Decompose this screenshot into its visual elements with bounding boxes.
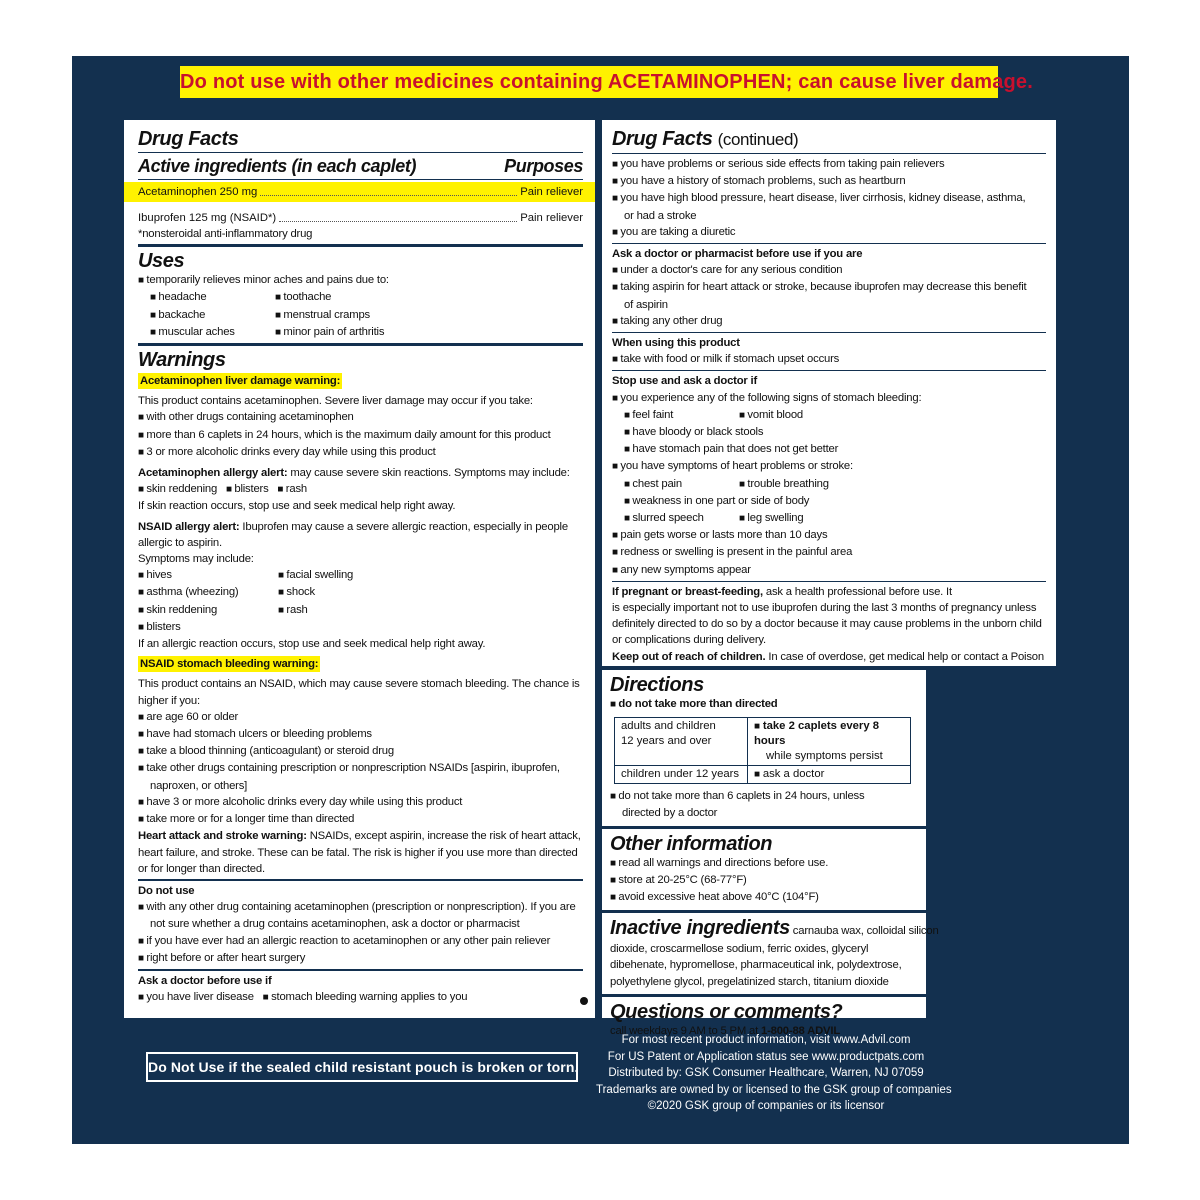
list-item: ■ skin reddening	[138, 602, 278, 619]
continued-label: (continued)	[717, 130, 799, 149]
list-item: ■ leg swelling	[739, 510, 803, 527]
divider	[612, 370, 1046, 371]
keep-out-text: In case of overdose, get medical help or contact a Poison	[765, 650, 1044, 663]
stop-use-heading: Stop use and ask a doctor if	[612, 375, 758, 388]
list-item: ■ chest pain	[624, 476, 739, 493]
list-item: ■ take more or for a longer time than directed	[138, 811, 583, 828]
list-item: ■ you have a history of stomach problems, such as heartburn	[612, 173, 1046, 190]
when-using-heading: When using this product	[612, 337, 740, 350]
heart-warning-label: Heart attack and stroke warning:	[138, 830, 307, 843]
bleeding-signs	[612, 407, 1046, 424]
pouch-warning: Do Not Use if the sealed child resistant pouch is broken or torn.	[146, 1052, 578, 1082]
active-ingredients-heading: Active ingredients (in each caplet)	[138, 156, 417, 176]
list-item: ■ store at 20-25°C (68-77°F)	[610, 872, 918, 889]
heart-warning-text-3: or for longer than directed.	[138, 862, 265, 875]
inactive-ingredients-text: carnauba wax, colloidal silicon	[789, 925, 939, 938]
uses-list	[138, 289, 583, 341]
list-item: ■ you have high blood pressure, heart disease, liver cirrhosis, kidney disease, asthma,	[612, 190, 1046, 207]
list-item: ■ hives	[138, 567, 278, 584]
questions-text: call weekdays 9 AM to 5 PM at	[610, 1024, 761, 1037]
drug-facts-title: Drug Facts	[612, 128, 713, 150]
table-cell: ■ take 2 caplets every 8 hours while symptoms persist	[748, 718, 911, 766]
symptoms-intro: Symptoms may include:	[138, 553, 254, 566]
list-item-cont: not sure whether a drug contains acetaminophen, ask a doctor or pharmacist	[150, 918, 520, 931]
divider	[138, 969, 583, 971]
ask-doctor-items	[138, 989, 583, 1006]
liver-warning-heading: Acetaminophen liver damage warning:	[138, 373, 342, 389]
pregnancy-text-4: or complications during delivery.	[612, 634, 766, 647]
nsaid-allergy-label: NSAID allergy alert:	[138, 520, 240, 533]
stomach-warning-heading: NSAID stomach bleeding warning:	[138, 656, 320, 672]
inactive-ingredients-heading: Inactive ingredients	[610, 917, 790, 940]
divider	[612, 153, 1046, 154]
list-item: ■ minor pain of arthritis	[275, 324, 384, 341]
list-item: ■ asthma (wheezing)	[138, 584, 278, 601]
list-item: ■ pain gets worse or lasts more than 10 days	[612, 527, 1046, 544]
ingredient-purpose: Pain reliever	[520, 212, 583, 224]
list-item: ■ take other drugs containing prescription or nonprescription NSAIDs [aspirin, ibuprofen,	[138, 760, 583, 777]
questions-heading: Questions or comments?	[610, 1000, 843, 1023]
do-not-use-heading: Do not use	[138, 884, 195, 897]
keep-out-label: Keep out of reach of children.	[612, 650, 766, 663]
list-item: ■ have stomach pain that does not get better	[612, 441, 1046, 458]
footer-line: ©2020 GSK group of companies or its licensor	[647, 1100, 885, 1112]
stomach-intro-cont: higher if you:	[138, 694, 200, 707]
list-item: ■ shock	[278, 584, 353, 601]
list-item: ■ any new symptoms appear	[612, 562, 1046, 579]
list-item: ■ you have liver disease	[138, 991, 254, 1003]
list-item: ■ under a doctor's care for any serious condition	[612, 262, 1046, 279]
heart-warning-text-2: heart failure, and stroke. These can be fatal. The risk is higher if you use more than directed	[138, 846, 578, 859]
list-item: ■ you have problems or serious side effects from taking pain relievers	[612, 156, 1046, 173]
allergy-items	[138, 481, 583, 498]
heart-signs	[612, 476, 1046, 493]
list-item: ■ you have symptoms of heart problems or stroke:	[612, 458, 1046, 475]
list-item: ■ you experience any of the following signs of stomach bleeding:	[612, 390, 1046, 407]
list-item-cont: of aspirin	[624, 298, 668, 311]
warnings-heading: Warnings	[138, 349, 226, 372]
pregnancy-text-2: is especially important not to use ibuprofen during the last 3 months of pregnancy unless	[612, 602, 1037, 615]
ingredient-row-acetaminophen	[124, 182, 595, 202]
list-item: ■ are age 60 or older	[138, 709, 583, 726]
divider	[138, 879, 583, 881]
heart-warning-text: NSAIDs, except aspirin, increase the risk of heart attack,	[306, 830, 581, 843]
purposes-heading: Purposes	[504, 156, 583, 176]
list-item: ■ slurred speech	[624, 510, 739, 527]
list-item: ■ skin reddening	[138, 483, 217, 495]
divider	[138, 152, 583, 153]
footer-line: Distributed by: GSK Consumer Healthcare, Warren, NJ 07059	[608, 1067, 924, 1079]
divider	[612, 581, 1046, 582]
footer-line: For US Patent or Application status see www.productpats.com	[607, 1050, 925, 1063]
drug-facts-panel-left	[122, 118, 597, 1020]
nsaid-footnote: *nonsteroidal anti-inflammatory drug	[138, 228, 313, 240]
footer-line: Trademarks are owned by or licensed to the GSK group of companies	[596, 1083, 952, 1096]
directions-item: ■ do not take more than directed	[610, 696, 918, 713]
table-row	[615, 718, 911, 766]
questions-phone: 1-800-88 ADVIL	[760, 1024, 841, 1037]
ingredient-row-ibuprofen	[138, 210, 583, 226]
list-item: ■ 3 or more alcoholic drinks every day while using this product	[138, 444, 583, 461]
list-item: ■ vomit blood	[739, 407, 803, 424]
list-item: ■ if you have ever had an allergic reaction to acetaminophen or any other pain reliever	[138, 933, 583, 950]
list-item: ■ trouble breathing	[739, 476, 829, 493]
directions-heading: Directions	[610, 674, 704, 696]
divider	[612, 243, 1046, 244]
dosage-table	[614, 717, 911, 784]
drug-facts-title: Drug Facts	[138, 128, 239, 150]
divider	[138, 343, 583, 346]
pregnancy-text: ask a health professional before use. It	[762, 585, 952, 598]
list-item: ■ rash	[277, 483, 307, 495]
drug-facts-panel-right	[600, 118, 1058, 668]
other-information-heading: Other information	[610, 832, 773, 855]
list-item: ■ toothache	[275, 289, 384, 306]
liver-warning-banner: Do not use with other medicines containing ACETAMINOPHEN; can cause liver damage.	[180, 66, 998, 98]
ingredient-purpose: Pain reliever	[520, 186, 583, 198]
pregnancy-label: If pregnant or breast-feeding,	[612, 585, 763, 598]
nsaid-allergy-text-cont: allergic to aspirin.	[138, 536, 222, 549]
inactive-ingredients-line: dioxide, croscarmellose sodium, ferric oxides, glyceryl	[610, 943, 869, 956]
list-item: ■ have had stomach ulcers or bleeding problems	[138, 726, 583, 743]
allergy-alert-text: may cause severe skin reactions. Symptoms may include:	[287, 467, 570, 480]
list-item: ■ muscular aches	[150, 324, 275, 341]
ingredient-name: Acetaminophen 250 mg	[138, 186, 258, 198]
list-item: ■ with any other drug containing acetaminophen (prescription or nonprescription). If you are	[138, 899, 583, 916]
nsaid-allergy-text: Ibuprofen may cause a severe allergic reaction, especially in people	[239, 520, 568, 533]
list-item: ■ blisters	[138, 619, 278, 636]
other-information-section	[602, 826, 926, 907]
symptoms-after: If an allergic reaction occurs, stop use and seek medical help right away.	[138, 638, 486, 651]
allergy-alert-label: Acetaminophen allergy alert:	[138, 467, 288, 480]
inactive-ingredients-line: polyethylene glycol, pregelatinized starch, titanium dioxide	[610, 975, 889, 988]
list-item: ■ right before or after heart surgery	[138, 950, 583, 967]
list-item: ■ blisters	[226, 483, 269, 495]
pregnancy-text-3: definitely directed to do so by a doctor because it may cause problems in the unborn child	[612, 618, 1042, 631]
divider	[138, 179, 583, 180]
list-item: ■ avoid excessive heat above 40°C (104°F)	[610, 889, 918, 906]
list-item: ■ menstrual cramps	[275, 307, 384, 324]
ingredient-name: Ibuprofen 125 mg (NSAID*)	[138, 212, 277, 224]
ask-doctor-heading: Ask a doctor before use if	[138, 974, 272, 987]
table-row	[615, 766, 911, 784]
divider	[612, 332, 1046, 333]
table-cell: adults and children 12 years and over	[615, 718, 748, 766]
list-item: ■ facial swelling	[278, 567, 353, 584]
list-item: ■ take with food or milk if stomach upset occurs	[612, 351, 1046, 368]
continued-dot	[580, 997, 588, 1005]
list-item: ■ headache	[150, 289, 275, 306]
active-ingredients-header	[138, 155, 583, 177]
list-item-cont: naproxen, or others]	[150, 779, 248, 792]
directions-note-cont: directed by a doctor	[622, 807, 718, 820]
heart-signs-2	[612, 510, 1046, 527]
inactive-ingredients-line: dibehenate, hypromellose, pharmaceutical ink, polydextrose,	[610, 959, 902, 972]
list-item: ■ have 3 or more alcoholic drinks every day while using this product	[138, 794, 583, 811]
list-item: ■ stomach bleeding warning applies to you	[263, 991, 468, 1003]
list-item: ■ you are taking a diuretic	[612, 224, 1046, 241]
list-item: ■ read all warnings and directions before use.	[610, 855, 918, 872]
inactive-ingredients-section	[602, 910, 939, 990]
manufacturer-info	[596, 1032, 952, 1115]
list-item: ■ redness or swelling is present in the painful area	[612, 544, 1046, 561]
list-item: ■ rash	[278, 602, 353, 619]
table-cell: children under 12 years	[615, 766, 748, 784]
liver-intro: This product contains acetaminophen. Severe liver damage may occur if you take:	[138, 395, 533, 408]
list-item: ■ backache	[150, 307, 275, 324]
directions-panel	[600, 668, 939, 1037]
list-item: ■ more than 6 caplets in 24 hours, which is the maximum daily amount for this product	[138, 427, 583, 444]
list-item: ■ feel faint	[624, 407, 739, 424]
list-item: ■ take a blood thinning (anticoagulant) or steroid drug	[138, 743, 583, 760]
table-cell: ■ ask a doctor	[748, 766, 911, 784]
list-item: ■ weakness in one part or side of body	[612, 493, 1046, 510]
list-item: ■ taking aspirin for heart attack or stroke, because ibuprofen may decrease this benefit	[612, 279, 1046, 296]
uses-intro: ■ temporarily relieves minor aches and pains due to:	[138, 272, 583, 289]
list-item: ■ have bloody or black stools	[612, 424, 1046, 441]
symptoms-list	[138, 567, 583, 636]
allergy-after: If skin reaction occurs, stop use and seek medical help right away.	[138, 500, 456, 513]
footer-line: For most recent product information, visit www.Advil.com	[621, 1034, 911, 1046]
uses-heading: Uses	[138, 250, 185, 273]
ask-pharmacist-heading: Ask a doctor or pharmacist before use if you are	[612, 248, 863, 261]
list-item: ■ with other drugs containing acetaminophen	[138, 409, 583, 426]
stomach-intro: This product contains an NSAID, which may cause severe stomach bleeding. The chance is	[138, 678, 580, 691]
list-item: ■ taking any other drug	[612, 313, 1046, 330]
directions-note: ■ do not take more than 6 caplets in 24 hours, unless	[610, 788, 918, 805]
divider	[138, 244, 583, 247]
list-item-cont: or had a stroke	[624, 209, 697, 222]
